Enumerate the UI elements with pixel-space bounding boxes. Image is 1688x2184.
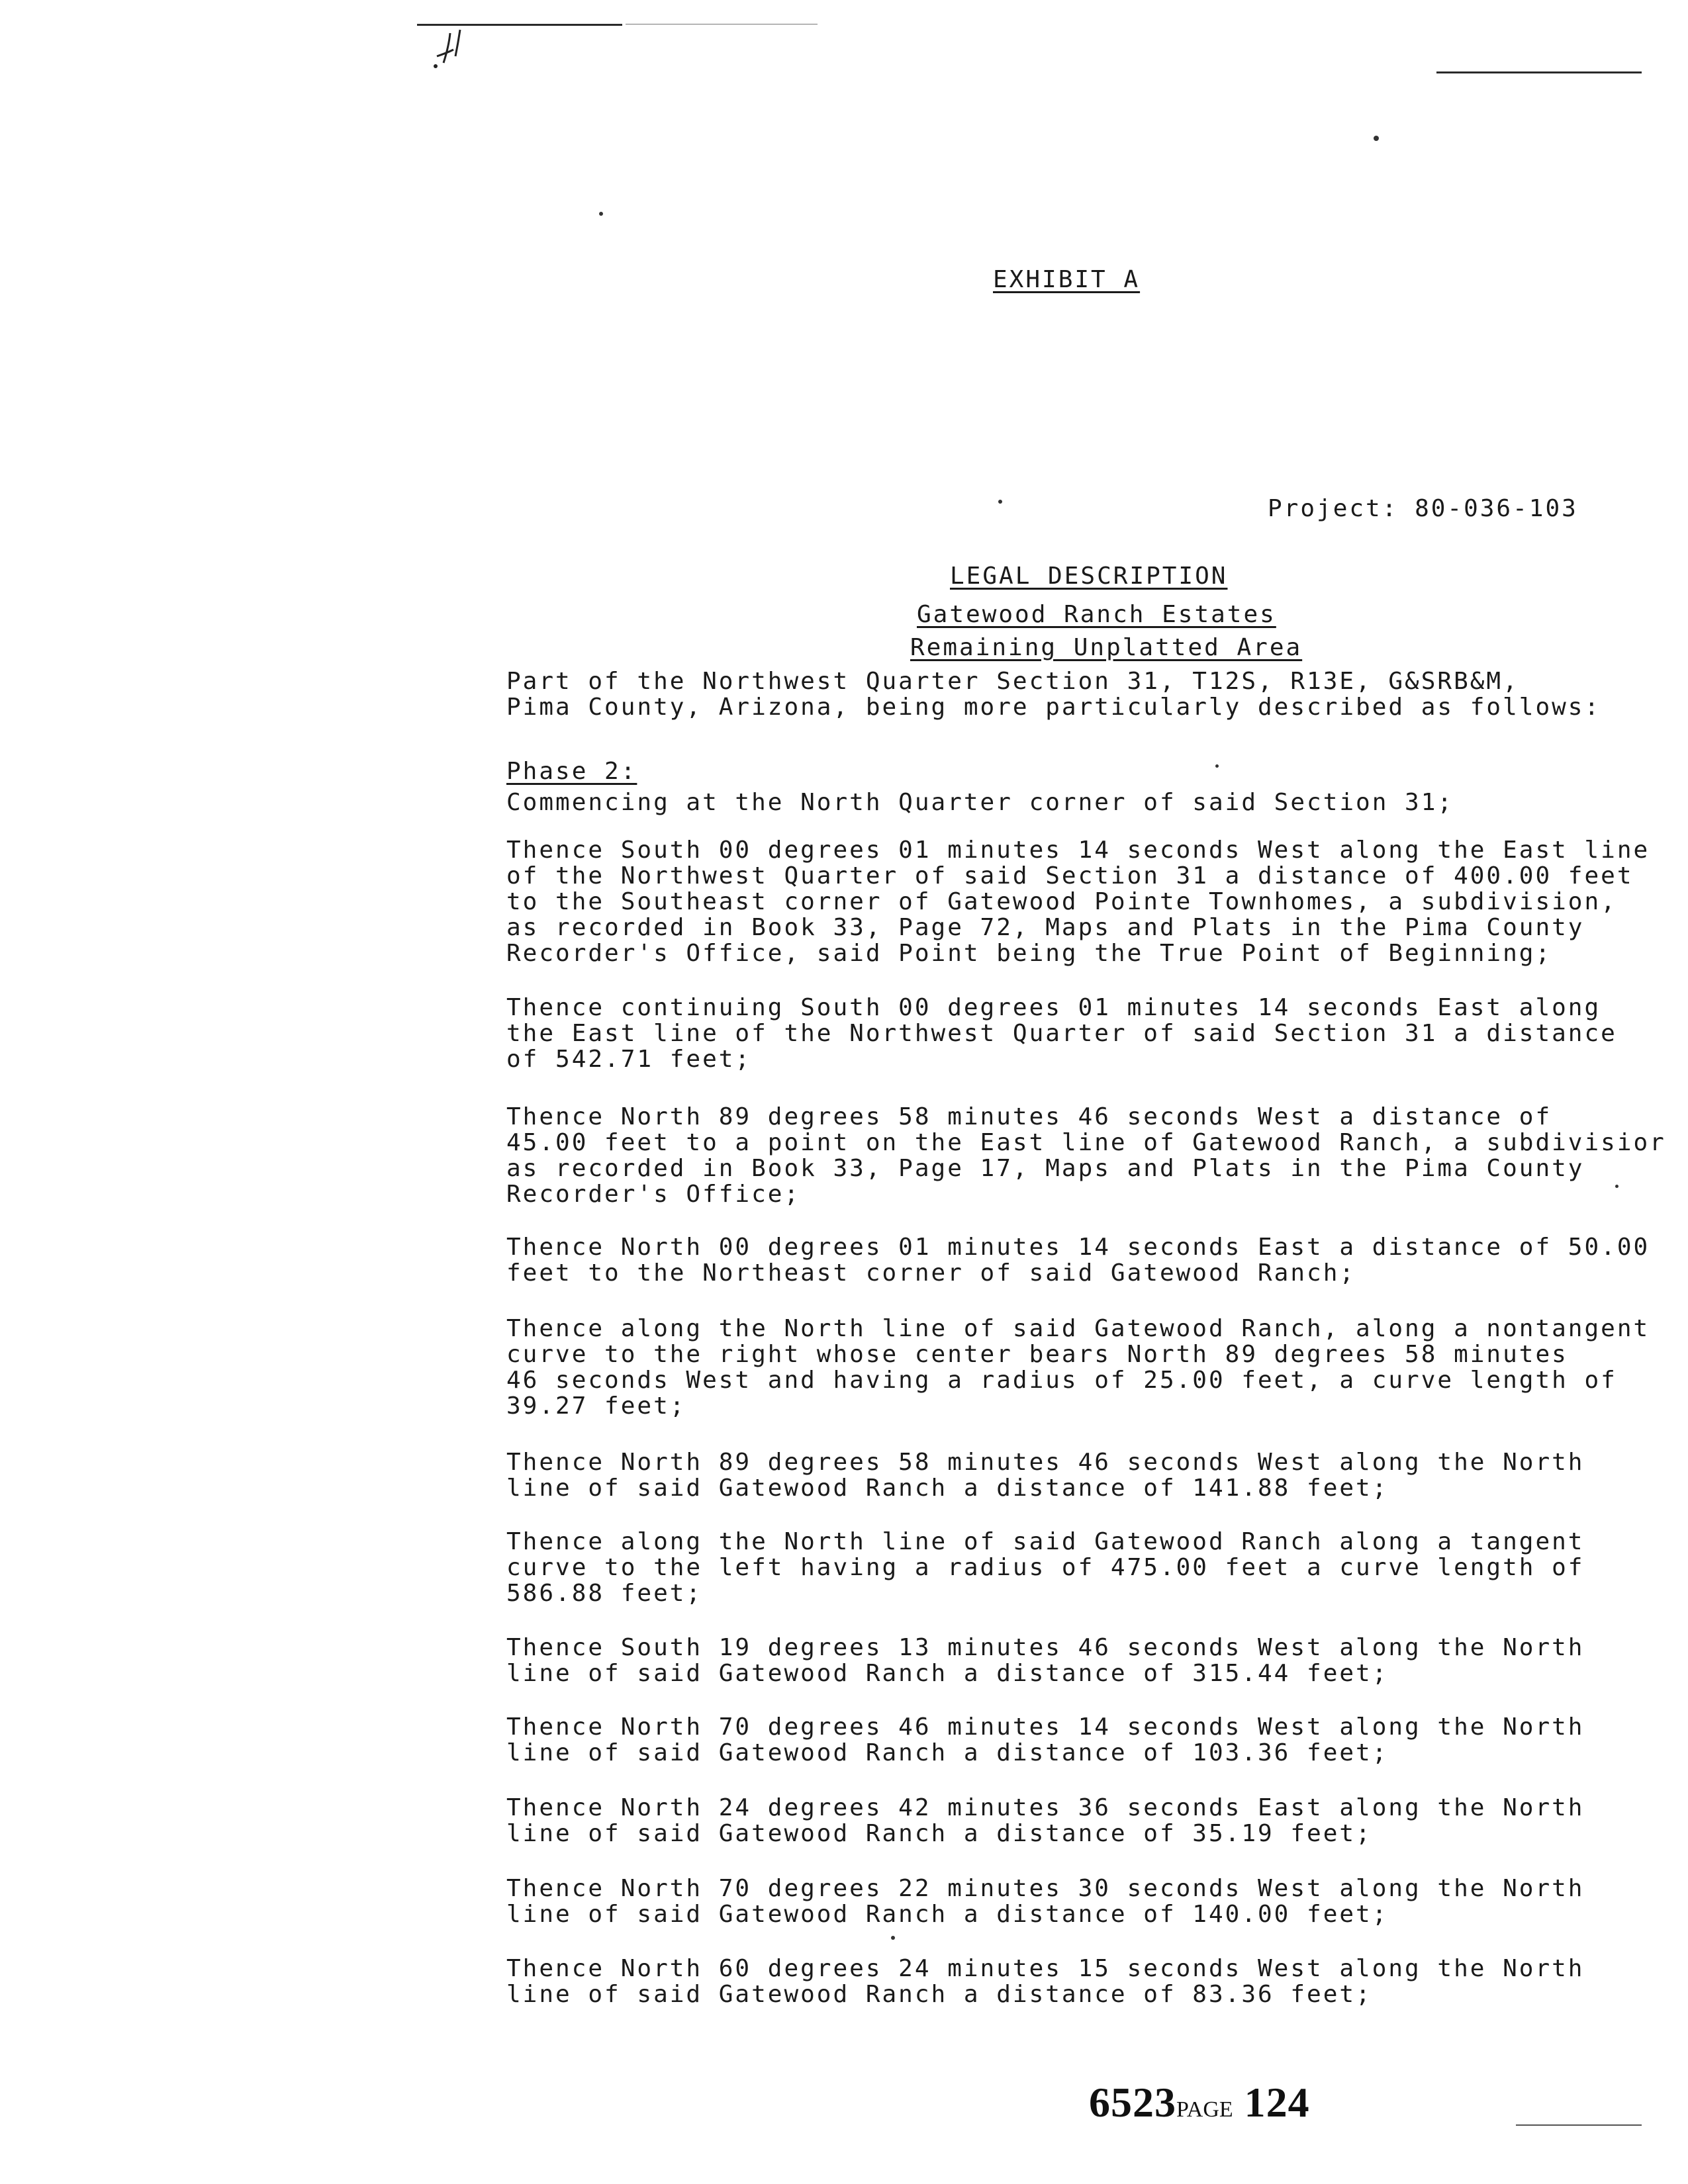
- intro-line: Pima County, Arizona, being more particularly described as follows:: [506, 694, 1601, 721]
- course-6: [506, 1449, 1584, 1501]
- scan-speck: [1374, 136, 1379, 141]
- course-line: Thence North 89 degrees 58 minutes 46 seconds West a distance of: [506, 1103, 1552, 1130]
- course-line: Recorder's Office, said Point being the True Point of Beginning;: [506, 940, 1552, 967]
- course-line: line of said Gatewood Ranch a distance of 315.44 feet;: [506, 1660, 1389, 1687]
- scan-speck: [891, 1936, 895, 1940]
- course-line: Thence South 00 degrees 01 minutes 14 seconds West along the East line: [506, 837, 1650, 864]
- course-line: the East line of the Northwest Quarter of said Section 31 a distance: [506, 1020, 1617, 1047]
- course-line: line of said Gatewood Ranch a distance of 35.19 feet;: [506, 1820, 1372, 1847]
- recording-page: 124: [1244, 2079, 1310, 2126]
- project-number: Project: 80-036-103: [1268, 495, 1578, 522]
- top-scan-rule-left: [417, 24, 622, 26]
- course-line: line of said Gatewood Ranch a distance of 83.36 feet;: [506, 1981, 1372, 2008]
- course-line: Thence along the North line of said Gatewood Ranch, along a nontangent: [506, 1315, 1650, 1342]
- exhibit-title: [993, 266, 1140, 293]
- course-line: curve to the left having a radius of 475.00 feet a curve length of: [506, 1554, 1585, 1581]
- exhibit-title-text: EXHIBIT A: [993, 266, 1141, 293]
- course-4: [506, 1234, 1650, 1286]
- course-11: [506, 1876, 1584, 1927]
- course-1: [506, 837, 1650, 966]
- course-5: [506, 1316, 1650, 1419]
- course-line: as recorded in Book 33, Page 17, Maps and Plats in the Pima County: [506, 1155, 1585, 1182]
- top-scan-rule-right: [1436, 71, 1642, 73]
- course-line: line of said Gatewood Ranch a distance of 141.88 feet;: [506, 1475, 1389, 1502]
- course-line: line of said Gatewood Ranch a distance of 140.00 feet;: [506, 1901, 1389, 1928]
- course-line: Thence North 00 degrees 01 minutes 14 seconds East a distance of 50.00: [506, 1234, 1650, 1261]
- recording-book: 6523: [1089, 2079, 1176, 2126]
- legal-description-heading: LEGAL DESCRIPTION: [950, 563, 1228, 590]
- recording-page-label: PAGE: [1176, 2097, 1233, 2122]
- course-line: to the Southeast corner of Gatewood Pointe Townhomes, a subdivision,: [506, 888, 1617, 915]
- handwritten-initials: [424, 26, 477, 79]
- course-line: Thence North 70 degrees 22 minutes 30 seconds West along the North: [506, 1875, 1585, 1902]
- intro-paragraph: [506, 668, 1601, 720]
- course-line: Thence South 19 degrees 13 minutes 46 seconds West along the North: [506, 1634, 1585, 1661]
- course-12: [506, 1956, 1584, 2007]
- course-line: 39.27 feet;: [506, 1392, 686, 1420]
- course-9: [506, 1714, 1584, 1766]
- estate-name-heading: Gatewood Ranch Estates: [917, 601, 1276, 628]
- course-line: of 542.71 feet;: [506, 1046, 752, 1073]
- recording-stamp: [1089, 2078, 1310, 2127]
- course-line: of the Northwest Quarter of said Section 31 a distance of 400.00 feet: [506, 862, 1634, 889]
- course-line: as recorded in Book 33, Page 72, Maps and Plats in the Pima County: [506, 914, 1585, 941]
- course-3: [506, 1104, 1666, 1207]
- course-line: line of said Gatewood Ranch a distance of 103.36 feet;: [506, 1739, 1389, 1766]
- course-10: [506, 1795, 1584, 1846]
- course-line: Recorder's Office;: [506, 1181, 801, 1208]
- bottom-scan-rule-right: [1516, 2124, 1642, 2126]
- course-8: [506, 1635, 1584, 1686]
- course-line: 46 seconds West and having a radius of 25.00 feet, a curve length of: [506, 1367, 1617, 1394]
- scan-speck: [998, 500, 1002, 504]
- phase-label: Phase 2:: [506, 758, 637, 785]
- course-line: 586.88 feet;: [506, 1580, 703, 1607]
- course-line: Thence North 70 degrees 46 minutes 14 seconds West along the North: [506, 1713, 1585, 1741]
- course-line: Thence North 24 degrees 42 minutes 36 seconds East along the North: [506, 1794, 1585, 1821]
- intro-line: Part of the Northwest Quarter Section 31, T12S, R13E, G&SRB&M,: [506, 668, 1519, 695]
- area-heading: Remaining Unplatted Area: [910, 634, 1303, 661]
- course-line: Thence along the North line of said Gatewood Ranch along a tangent: [506, 1528, 1585, 1555]
- course-7: [506, 1529, 1584, 1606]
- course-line: 45.00 feet to a point on the East line of Gatewood Ranch, a subdivisior: [506, 1129, 1666, 1156]
- course-line: Thence North 89 degrees 58 minutes 46 seconds West along the North: [506, 1449, 1585, 1476]
- course-line: curve to the right whose center bears North 89 degrees 58 minutes: [506, 1341, 1568, 1368]
- scan-speck: [1215, 764, 1219, 768]
- commencing-line: Commencing at the North Quarter corner of said Section 31;: [506, 789, 1454, 816]
- course-2: [506, 995, 1617, 1072]
- scan-speck: [599, 212, 603, 216]
- course-line: Thence North 60 degrees 24 minutes 15 seconds West along the North: [506, 1955, 1585, 1982]
- course-line: feet to the Northeast corner of said Gatewood Ranch;: [506, 1259, 1356, 1287]
- course-line: Thence continuing South 00 degrees 01 minutes 14 seconds East along: [506, 994, 1601, 1021]
